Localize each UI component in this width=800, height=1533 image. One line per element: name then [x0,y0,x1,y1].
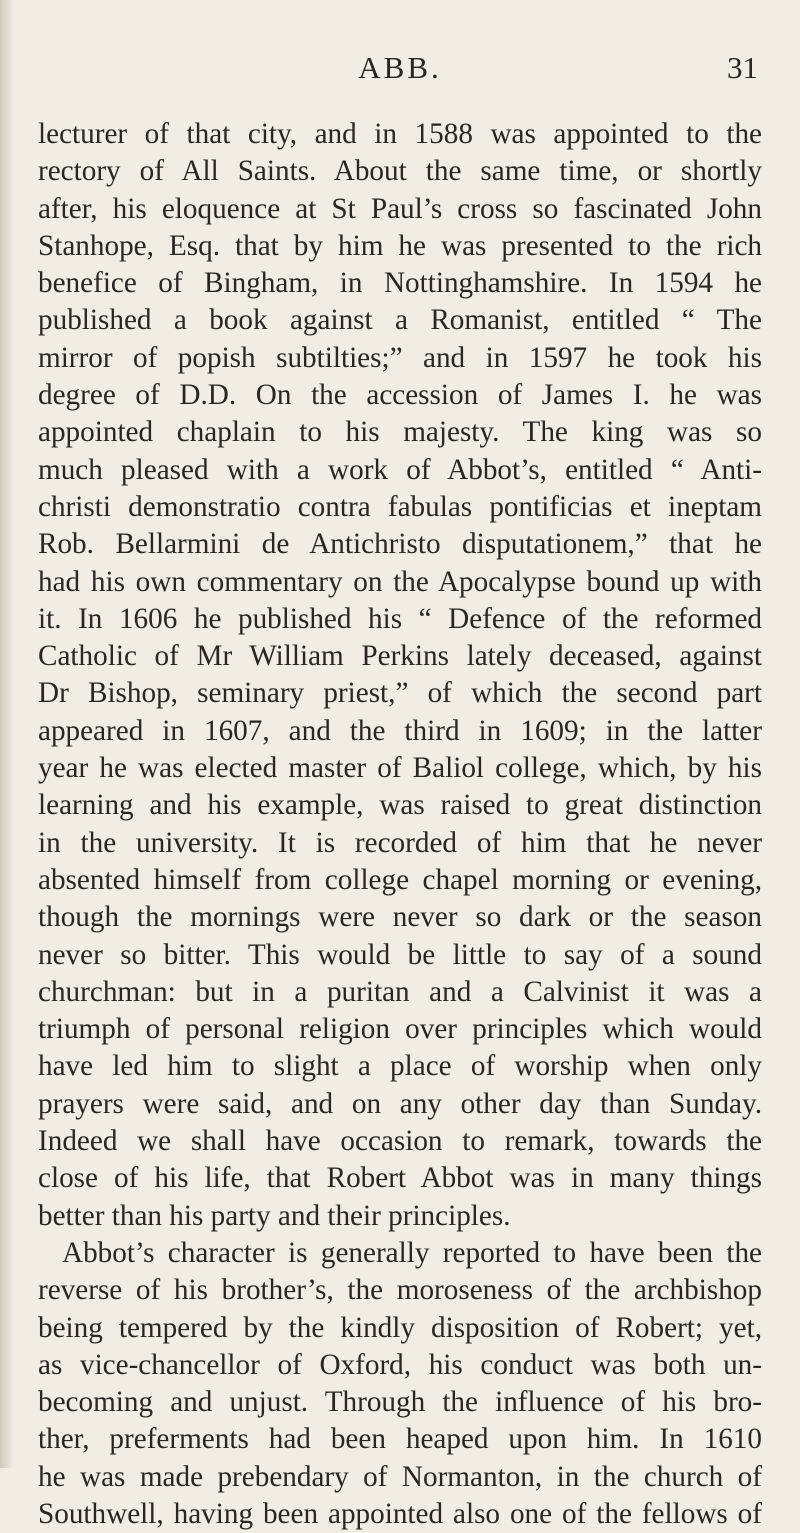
text-line: in the university. It is recorded of him that he never [38,826,762,859]
text-line: Catholic of Mr William Perkins lately deceased, against [38,640,762,673]
text-line: prayers were said, and on any other day than Sunday. [38,1087,762,1120]
text-line: published a book against a Romanist, entitled “ The [38,304,762,337]
text-line: christi demonstratio contra fabulas pontificias et ineptam [38,490,762,523]
text-line: as vice-chancellor of Oxford, his conduct was both un- [38,1348,762,1381]
body-text [38,116,762,1533]
text-line: being tempered by the kindly disposition of Robert; yet, [38,1311,762,1344]
text-line: appeared in 1607, and the third in 1609; in the latter [38,714,762,747]
text-line: had his own commentary on the Apocalypse bound up with [38,565,762,598]
text-line: year he was elected master of Baliol college, which, by his [38,752,762,785]
page-header [0,50,800,90]
paragraph-end-line: better than his party and their principles. [38,1199,511,1232]
text-line: triumph of personal religion over principles which would [38,1013,762,1046]
text-line: Stanhope, Esq. that by him he was presented to the rich [38,229,762,262]
running-head: ABB. [358,50,442,85]
text-line: Rob. Bellarmini de Antichristo disputationem,” that he [38,528,762,561]
text-line: lecturer of that city, and in 1588 was appointed to the [38,118,762,150]
text-line: Southwell, having been appointed also one of the fellows of [38,1497,762,1530]
text-line: churchman: but in a puritan and a Calvinist it was a [38,975,762,1008]
text-line: have led him to slight a place of worship when only [38,1050,762,1083]
page-gutter-shadow [0,0,14,1468]
text-line: mirror of popish subtilties;” and in 1597 he took his [38,341,762,374]
text-line: degree of D.D. On the accession of James I. he was [38,379,762,412]
text-line: after, his eloquence at St Paul’s cross so fascinated John [38,192,762,225]
text-line: reverse of his brother’s, the moroseness of the archbishop [38,1274,762,1307]
text-line: appointed chaplain to his majesty. The king was so [38,416,762,449]
text-line: though the mornings were never so dark or the season [38,901,762,934]
text-line: he was made prebendary of Normanton, in the church of [38,1460,762,1493]
text-line: it. In 1606 he published his “ Defence of the reformed [38,602,762,635]
text-line: ther, preferments had been heaped upon him. In 1610 [38,1423,762,1456]
text-line: benefice of Bingham, in Nottinghamshire. In 1594 he [38,267,762,300]
text-line: Dr Bishop, seminary priest,” of which the second part [38,677,762,710]
text-line: rectory of All Saints. About the same time, or shortly [38,155,762,188]
text-line: never so bitter. This would be little to say of a sound [38,938,762,971]
text-line: learning and his example, was raised to great distinction [38,789,762,822]
text-line: close of his life, that Robert Abbot was in many things [38,1162,762,1195]
text-line: much pleased with a work of Abbot’s, entitled “ Anti- [38,453,762,486]
page-number: 31 [727,50,758,85]
text-line: absented himself from college chapel morning or evening, [38,863,762,896]
paragraph-start-line: Abbot’s character is generally reported to have been the [62,1236,762,1269]
text-line: becoming and unjust. Through the influence of his bro- [38,1386,762,1419]
text-line: Indeed we shall have occasion to remark, towards the [38,1125,762,1158]
